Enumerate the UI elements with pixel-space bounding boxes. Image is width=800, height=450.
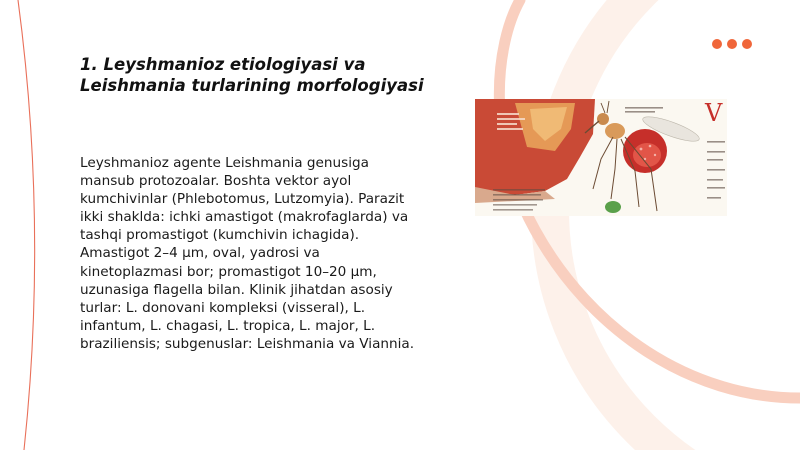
accent-dot <box>727 39 737 49</box>
accent-dots <box>712 39 752 49</box>
slide-body-text: Leyshmanioz agente Leishmania genusiga mansub protozoalar. Boshta vektor ayol kumchivinlar (Phlebotomus, Lutzomyia). Parazit ikki shaklda: ichki amastigot (makrofaglarda) va tashqi promastigot (kumchivin ichagida). Amastigot 2–4 μm, oval, yadrosi va kinetoplazmasi bor; promastigot 10–20 μm, uzunasiga flagella bilan. Klinik jihatdan asosiy turlar: L. donovani kompleksi (visseral), L. infantum, L. chagasi, L. tropica, L. major, L. braziliensis; subgenuslar: Leishmania va Viannia. <box>80 155 415 352</box>
accent-dot <box>742 39 752 49</box>
fly-label-lines <box>625 107 663 113</box>
left-edge-line <box>18 0 35 450</box>
fly-head <box>597 113 609 125</box>
slide-title: 1. Leyshmanioz etiologiyasi va Leishmania turlarining morfologiyasi <box>80 55 424 95</box>
background-ring <box>550 0 800 450</box>
green-blob <box>605 201 621 213</box>
fly-thorax <box>605 123 625 139</box>
sandfly-illustration <box>475 99 727 216</box>
panel-big-letter: V <box>705 99 723 127</box>
accent-dot <box>712 39 722 49</box>
sandfly-drawing <box>475 99 727 216</box>
